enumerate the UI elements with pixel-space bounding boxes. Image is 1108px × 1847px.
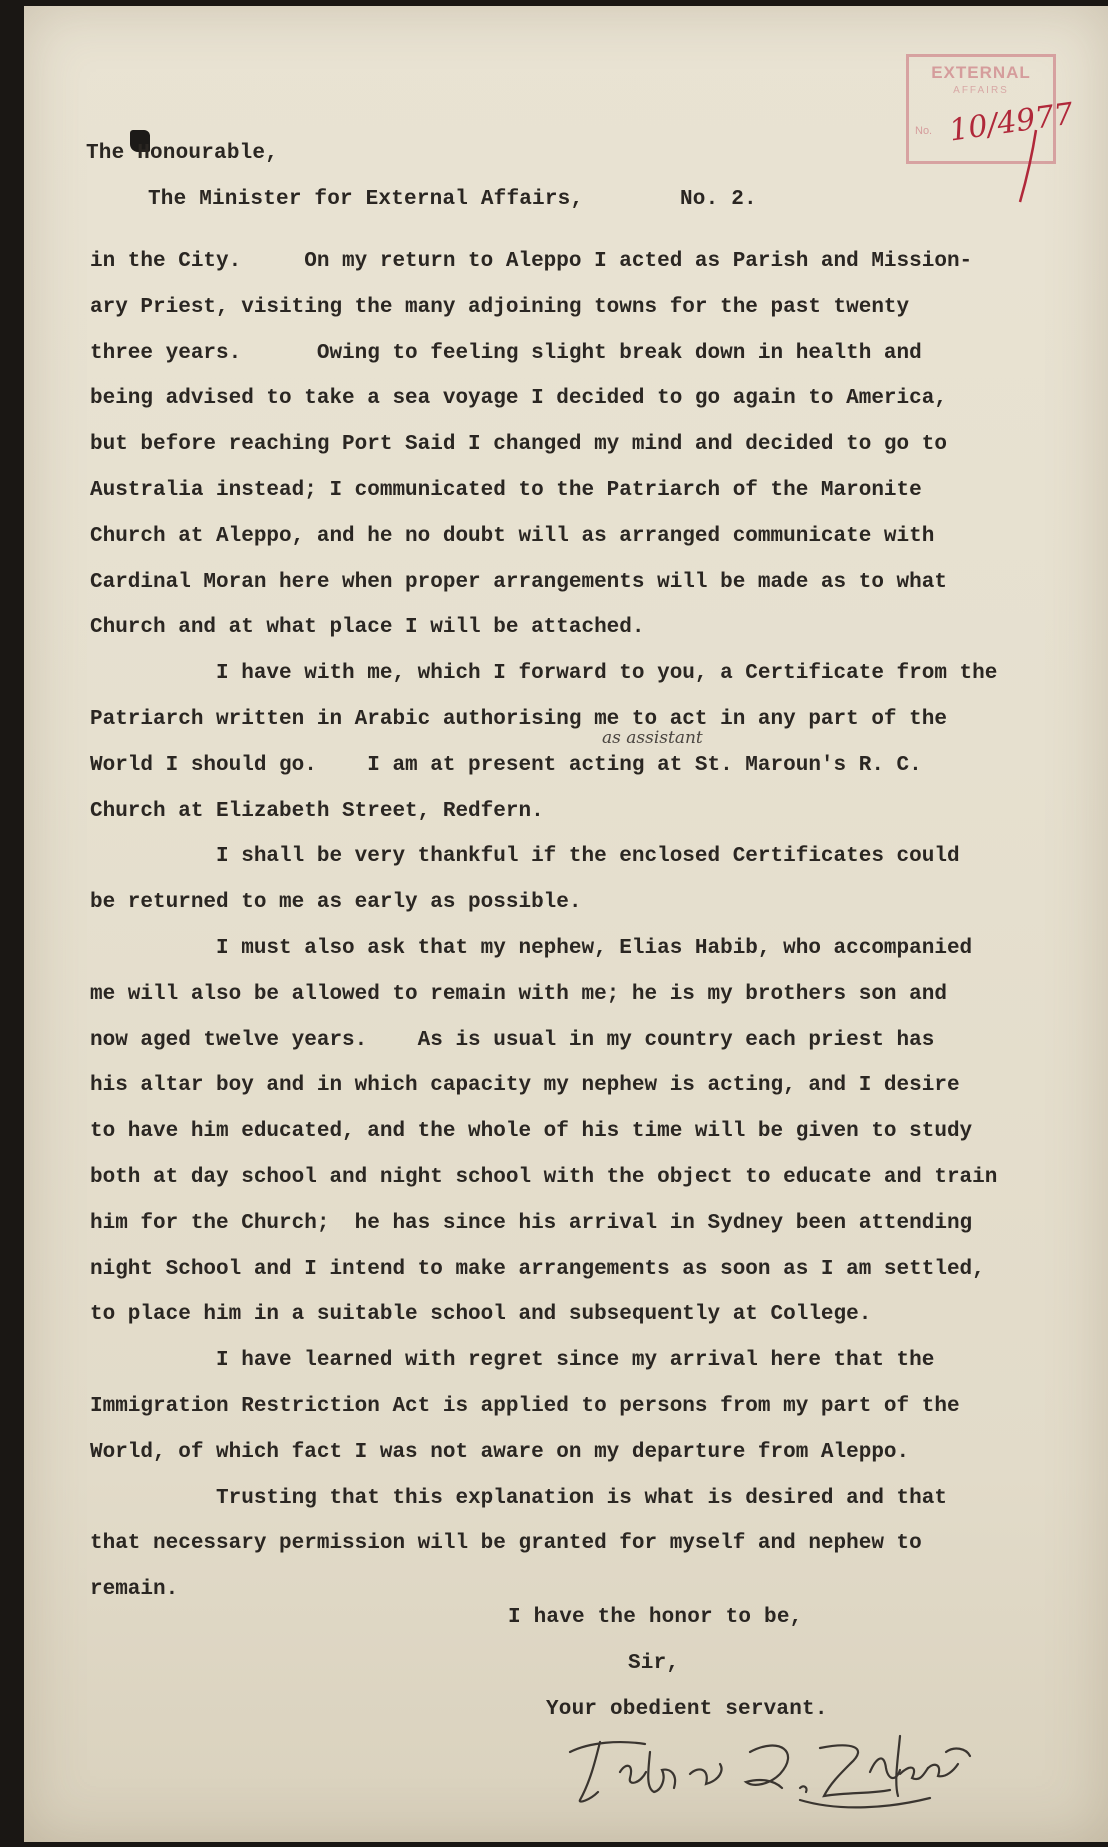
signature — [550, 1712, 990, 1812]
letter-body-line: I must also ask that my nephew, Elias Habib, who accompanied — [90, 937, 973, 960]
letter-body-line: in the City. On my return to Aleppo I acted as Parish and Mission- — [90, 250, 973, 273]
letter-body-line: to place him in a suitable school and subsequently at College. — [90, 1303, 872, 1326]
stamp-number: 10/4977 — [947, 96, 1076, 149]
salutation-line1: The Honourable, — [86, 142, 279, 165]
letter-body-line: both at day school and night school with the object to educate and train — [90, 1166, 998, 1189]
letter-body-line: three years. Owing to feeling slight break down in health and — [90, 342, 922, 365]
letter-body-line: me will also be allowed to remain with me; he is my brothers son and — [90, 983, 947, 1006]
letter-body-line: night School and I intend to make arrangements as soon as I am settled, — [90, 1258, 985, 1281]
closing-line1: I have the honor to be, — [508, 1606, 803, 1629]
letter-body-line: I have learned with regret since my arrival here that the — [90, 1349, 935, 1372]
letter-body-line: I shall be very thankful if the enclosed Certificates could — [90, 845, 960, 868]
letter-body-line: be returned to me as early as possible. — [90, 891, 582, 914]
closing-line3: Your obedient servant. — [546, 1698, 828, 1721]
letter-body-line: Australia instead; I communicated to the Patriarch of the Maronite — [90, 479, 922, 502]
letter-body-line: now aged twelve years. As is usual in my country each priest has — [90, 1029, 935, 1052]
letter-body-line: to have him educated, and the whole of his time will be given to study — [90, 1120, 973, 1143]
letter-body-line: his altar boy and in which capacity my nephew is acting, and I desire — [90, 1074, 960, 1097]
letter-body-line: Patriarch written in Arabic authorising me to act in any part of the — [90, 708, 947, 731]
letter-body-line: that necessary permission will be granted for myself and nephew to — [90, 1532, 922, 1555]
stamp-title: EXTERNAL — [931, 63, 1031, 82]
letter-body-line: Cardinal Moran here when proper arrangements will be made as to what — [90, 571, 947, 594]
letter-body-line: ary Priest, visiting the many adjoining towns for the past twenty — [90, 296, 910, 319]
letter-body-line: Church at Elizabeth Street, Redfern. — [90, 800, 544, 823]
letter-body-line: being advised to take a sea voyage I decided to go again to America, — [90, 387, 947, 410]
letter-body-line: but before reaching Port Said I changed my mind and decided to go to — [90, 433, 947, 456]
letter-body-line: I have with me, which I forward to you, a Certificate from the — [90, 662, 998, 685]
letter-body-line: Immigration Restriction Act is applied to persons from my part of the — [90, 1395, 960, 1418]
letter-body-line: World, of which fact I was not aware on my departure from Aleppo. — [90, 1441, 910, 1464]
letter-body-line: Church at Aleppo, and he no doubt will as arranged communicate with — [90, 525, 935, 548]
letter-page — [24, 6, 1108, 1842]
letter-body-line: remain. — [90, 1578, 179, 1601]
page-number: No. 2. — [680, 188, 757, 211]
letter-body-line: Trusting that this explanation is what is desired and that — [90, 1487, 947, 1510]
letter-body-line: World I should go. I am at present acting at St. Maroun's R. C. — [90, 754, 922, 777]
salutation-line2: The Minister for External Affairs, — [148, 188, 584, 211]
stamp-prefix: No. — [915, 125, 933, 137]
closing-line2: Sir, — [628, 1652, 680, 1675]
handwritten-insert: as assistant — [602, 728, 703, 748]
stamp-subtitle: AFFAIRS — [953, 85, 1009, 96]
letter-body-line: Church and at what place I will be attached. — [90, 616, 645, 639]
letter-body-line: him for the Church; he has since his arrival in Sydney been attending — [90, 1212, 973, 1235]
stamp-ink-stroke — [1014, 126, 1044, 206]
